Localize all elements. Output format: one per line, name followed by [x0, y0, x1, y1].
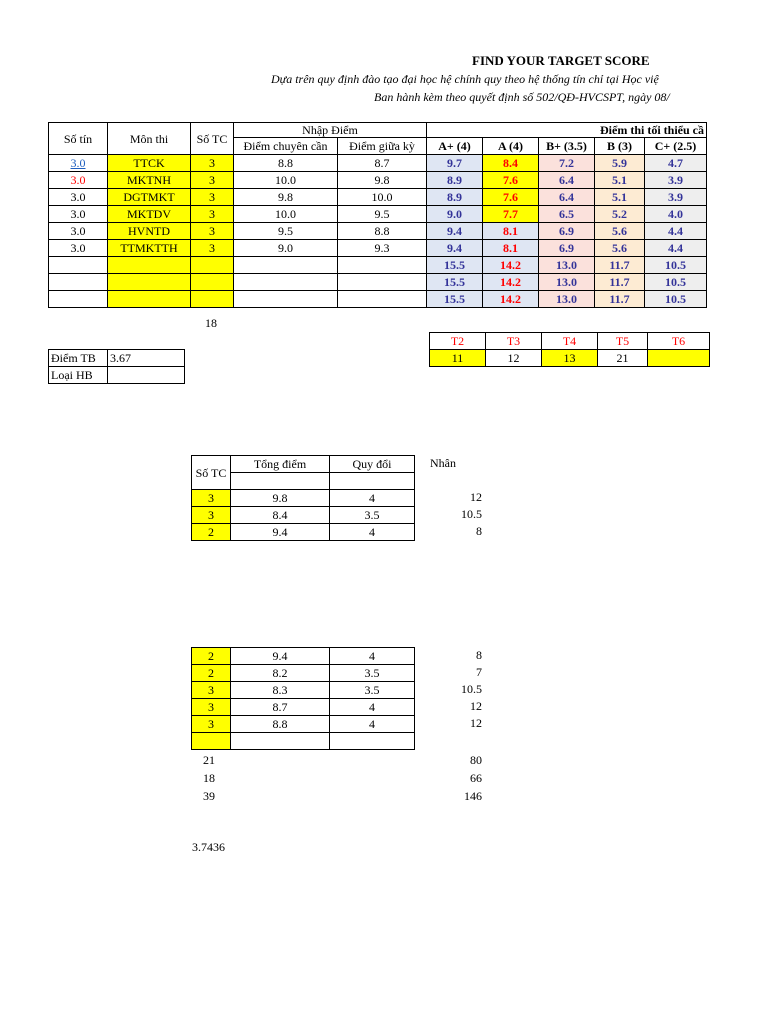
- so-tc-cell[interactable]: 3: [191, 240, 234, 257]
- so-tc-cell[interactable]: 3: [192, 699, 231, 716]
- min-score-cell: 14.2: [483, 257, 539, 274]
- so-tc-cell[interactable]: 3: [191, 155, 234, 172]
- table-row: [49, 155, 707, 172]
- min-score-cell: 9.4: [427, 223, 483, 240]
- table-row: [49, 223, 707, 240]
- quy-doi-cell[interactable]: 4: [330, 699, 415, 716]
- t-value-cell[interactable]: 13: [542, 350, 598, 367]
- header-diem-toi-thieu: Điểm thi tối thiểu cầ: [427, 123, 707, 138]
- diem-giua-ky-cell[interactable]: 8.7: [338, 155, 427, 172]
- min-score-cell: 10.5: [645, 291, 707, 308]
- t-value-cell[interactable]: 11: [430, 350, 486, 367]
- calc1-header-quy-doi: Quy đổi: [330, 456, 415, 473]
- quy-doi-cell[interactable]: 4: [330, 648, 415, 665]
- min-score-cell: 7.6: [483, 189, 539, 206]
- so-tin-cell[interactable]: 3.0: [49, 206, 108, 223]
- tong-diem-cell[interactable]: 9.4: [231, 524, 330, 541]
- table-row: [49, 189, 707, 206]
- mon-thi-cell[interactable]: HVNTD: [108, 223, 191, 240]
- calc1-header-nhan: Nhân: [430, 456, 456, 470]
- min-score-cell: 8.1: [483, 223, 539, 240]
- min-score-cell: 5.1: [595, 189, 645, 206]
- min-score-cell: 8.4: [483, 155, 539, 172]
- min-score-cell: 7.7: [483, 206, 539, 223]
- loai-hb-value[interactable]: [108, 367, 185, 384]
- table-row: [192, 682, 415, 699]
- min-score-cell: 5.2: [595, 206, 645, 223]
- so-tc-cell[interactable]: 3: [192, 490, 231, 507]
- calc-table-2: [191, 647, 415, 750]
- calc1-header-tong-diem: Tổng điểm: [231, 456, 330, 473]
- t-label-cell: T4: [542, 333, 598, 350]
- so-tin-cell[interactable]: [49, 274, 108, 291]
- diem-giua-ky-cell[interactable]: 10.0: [338, 189, 427, 206]
- tong-diem-cell[interactable]: 8.2: [231, 665, 330, 682]
- table-row: [192, 507, 415, 524]
- tong-diem-cell[interactable]: 8.8: [231, 716, 330, 733]
- so-tin-cell[interactable]: 3.0: [49, 223, 108, 240]
- so-tc-cell[interactable]: [191, 291, 234, 308]
- loai-hb-label: Loại HB: [49, 367, 108, 384]
- diem-chuyen-can-cell[interactable]: [234, 274, 338, 291]
- header-grade-a: A (4): [483, 138, 539, 155]
- so-tin-cell[interactable]: 3.0: [49, 155, 108, 172]
- diem-chuyen-can-cell[interactable]: 9.5: [234, 223, 338, 240]
- main-score-table: [48, 122, 707, 308]
- diem-chuyen-can-cell[interactable]: 9.8: [234, 189, 338, 206]
- header-so-tin: Số tín: [49, 123, 108, 155]
- min-score-cell: 13.0: [539, 291, 595, 308]
- min-score-cell: 14.2: [483, 291, 539, 308]
- so-tc-cell[interactable]: 2: [192, 524, 231, 541]
- diem-tb-value[interactable]: 3.67: [108, 350, 185, 367]
- table-row: [192, 716, 415, 733]
- min-score-cell: 8.1: [483, 240, 539, 257]
- so-tin-cell[interactable]: 3.0: [49, 172, 108, 189]
- tong-diem-cell[interactable]: 9.8: [231, 490, 330, 507]
- diem-chuyen-can-cell[interactable]: 10.0: [234, 206, 338, 223]
- summary-table: [48, 349, 185, 384]
- min-score-cell: 6.9: [539, 223, 595, 240]
- min-score-cell: 15.5: [427, 291, 483, 308]
- t-table: [429, 332, 710, 367]
- t-value-cell[interactable]: [648, 350, 710, 367]
- quy-doi-cell[interactable]: 4: [330, 524, 415, 541]
- min-score-cell: 10.5: [645, 257, 707, 274]
- min-score-cell: 6.4: [539, 172, 595, 189]
- so-tc-cell[interactable]: 3: [192, 682, 231, 699]
- diem-giua-ky-cell[interactable]: 9.3: [338, 240, 427, 257]
- so-tc-cell[interactable]: [191, 257, 234, 274]
- t-label-cell: T6: [648, 333, 710, 350]
- diem-chuyen-can-cell[interactable]: 8.8: [234, 155, 338, 172]
- min-score-cell: 5.9: [595, 155, 645, 172]
- so-tc-cell[interactable]: 2: [192, 665, 231, 682]
- min-score-cell: 3.9: [645, 189, 707, 206]
- so-tc-cell[interactable]: 3: [192, 716, 231, 733]
- header-mon-thi: Môn thi: [108, 123, 191, 155]
- min-score-cell: 13.0: [539, 257, 595, 274]
- mon-thi-cell[interactable]: [108, 291, 191, 308]
- total-right: 146: [464, 789, 482, 803]
- min-score-cell: 9.7: [427, 155, 483, 172]
- min-score-cell: 3.9: [645, 172, 707, 189]
- min-score-cell: 4.0: [645, 206, 707, 223]
- tong-diem-cell[interactable]: [231, 733, 330, 750]
- nhan-value: 12: [470, 490, 482, 504]
- diem-giua-ky-cell[interactable]: 8.8: [338, 223, 427, 240]
- quy-doi-cell[interactable]: [330, 733, 415, 750]
- nhan-value: 7: [476, 665, 482, 679]
- so-tin-cell[interactable]: [49, 257, 108, 274]
- quy-doi-cell[interactable]: 4: [330, 716, 415, 733]
- mon-thi-cell[interactable]: MKTNH: [108, 172, 191, 189]
- total-left: 18: [203, 771, 215, 785]
- min-score-cell: 8.9: [427, 172, 483, 189]
- header-diem-giua-ky: Điểm giữa kỳ: [338, 138, 427, 155]
- table-row: [192, 490, 415, 507]
- nhan-value: 10.5: [461, 507, 482, 521]
- calc1-empty-cell[interactable]: [330, 473, 415, 490]
- calc1-empty-cell[interactable]: [231, 473, 330, 490]
- table-row: [192, 648, 415, 665]
- min-score-cell: 9.4: [427, 240, 483, 257]
- quy-doi-cell[interactable]: 3.5: [330, 682, 415, 699]
- header-grade-cplus: C+ (2.5): [645, 138, 707, 155]
- mon-thi-cell[interactable]: TTCK: [108, 155, 191, 172]
- min-score-cell: 7.6: [483, 172, 539, 189]
- so-tc-cell[interactable]: 3: [191, 189, 234, 206]
- diem-giua-ky-cell[interactable]: 9.8: [338, 172, 427, 189]
- so-tin-cell[interactable]: 3.0: [49, 189, 108, 206]
- regulation-line-2: Ban hành kèm theo quyết định số 502/QĐ-HVCSPT, ngày 08/: [374, 90, 670, 104]
- nhan-value: 8: [476, 648, 482, 662]
- nhan-value: 10.5: [461, 682, 482, 696]
- quy-doi-cell[interactable]: 3.5: [330, 665, 415, 682]
- so-tc-cell[interactable]: 3: [191, 206, 234, 223]
- header-diem-chuyen-can: Điểm chuyên cần: [234, 138, 338, 155]
- table-row: [192, 665, 415, 682]
- mon-thi-cell[interactable]: [108, 274, 191, 291]
- nhan-value: 12: [470, 716, 482, 730]
- final-result: 3.7436: [192, 840, 225, 854]
- mon-thi-cell[interactable]: MKTDV: [108, 206, 191, 223]
- min-score-cell: 15.5: [427, 257, 483, 274]
- min-score-cell: 15.5: [427, 274, 483, 291]
- min-score-cell: 10.5: [645, 274, 707, 291]
- t-label-cell: T2: [430, 333, 486, 350]
- regulation-line-1: Dựa trên quy định đào tạo đại học hệ chính quy theo hệ thống tín chỉ tại Học việ: [271, 72, 659, 86]
- total-right: 80: [470, 753, 482, 767]
- calc-table-1: [191, 455, 415, 541]
- min-score-cell: 6.4: [539, 189, 595, 206]
- header-grade-bplus: B+ (3.5): [539, 138, 595, 155]
- min-score-cell: 6.9: [539, 240, 595, 257]
- nhan-value: 8: [476, 524, 482, 538]
- header-grade-aplus: A+ (4): [427, 138, 483, 155]
- min-score-cell: 13.0: [539, 274, 595, 291]
- table-row: [49, 274, 707, 291]
- t-label-cell: T5: [598, 333, 648, 350]
- total-right: 66: [470, 771, 482, 785]
- calc1-header-so-tc: Số TC: [192, 456, 231, 490]
- header-grade-b: B (3): [595, 138, 645, 155]
- tong-diem-cell[interactable]: 8.7: [231, 699, 330, 716]
- header-nhap-diem: Nhập Điểm: [234, 123, 427, 138]
- table-row: [49, 257, 707, 274]
- min-score-cell: 4.4: [645, 240, 707, 257]
- min-score-cell: 11.7: [595, 257, 645, 274]
- so-tc-cell[interactable]: [191, 274, 234, 291]
- t-value-cell[interactable]: 12: [486, 350, 542, 367]
- diem-chuyen-can-cell[interactable]: [234, 291, 338, 308]
- min-score-cell: 9.0: [427, 206, 483, 223]
- diem-giua-ky-cell[interactable]: 9.5: [338, 206, 427, 223]
- page-title: FIND YOUR TARGET SCORE: [472, 53, 650, 68]
- total-credits: 18: [205, 316, 217, 330]
- min-score-cell: 5.6: [595, 223, 645, 240]
- min-score-cell: 4.4: [645, 223, 707, 240]
- mon-thi-cell[interactable]: TTMKTTH: [108, 240, 191, 257]
- table-row: [49, 240, 707, 257]
- diem-tb-label: Điểm TB: [49, 350, 108, 367]
- min-score-cell: 5.1: [595, 172, 645, 189]
- t-value-cell[interactable]: 21: [598, 350, 648, 367]
- so-tc-cell[interactable]: 3: [191, 172, 234, 189]
- t-label-cell: T3: [486, 333, 542, 350]
- header-so-tc: Số TC: [191, 123, 234, 155]
- min-score-cell: 8.9: [427, 189, 483, 206]
- mon-thi-cell[interactable]: DGTMKT: [108, 189, 191, 206]
- min-score-cell: 7.2: [539, 155, 595, 172]
- table-row: [49, 172, 707, 189]
- tong-diem-cell[interactable]: 9.4: [231, 648, 330, 665]
- tong-diem-cell[interactable]: 8.3: [231, 682, 330, 699]
- table-row: [49, 206, 707, 223]
- so-tin-cell[interactable]: 3.0: [49, 240, 108, 257]
- min-score-cell: 11.7: [595, 291, 645, 308]
- quy-doi-cell[interactable]: 3.5: [330, 507, 415, 524]
- table-row: [49, 291, 707, 308]
- total-left: 39: [203, 789, 215, 803]
- so-tc-cell[interactable]: 2: [192, 648, 231, 665]
- min-score-cell: 6.5: [539, 206, 595, 223]
- mon-thi-cell[interactable]: [108, 257, 191, 274]
- tong-diem-cell[interactable]: 8.4: [231, 507, 330, 524]
- total-left: 21: [203, 753, 215, 767]
- so-tc-cell[interactable]: 3: [192, 507, 231, 524]
- diem-giua-ky-cell[interactable]: [338, 257, 427, 274]
- min-score-cell: 4.7: [645, 155, 707, 172]
- so-tin-cell[interactable]: [49, 291, 108, 308]
- table-row: [192, 733, 415, 750]
- min-score-cell: 5.6: [595, 240, 645, 257]
- so-tc-cell[interactable]: [192, 733, 231, 750]
- so-tc-cell[interactable]: 3: [191, 223, 234, 240]
- table-row: [192, 524, 415, 541]
- diem-giua-ky-cell[interactable]: [338, 274, 427, 291]
- diem-giua-ky-cell[interactable]: [338, 291, 427, 308]
- diem-chuyen-can-cell[interactable]: [234, 257, 338, 274]
- quy-doi-cell[interactable]: 4: [330, 490, 415, 507]
- diem-chuyen-can-cell[interactable]: 9.0: [234, 240, 338, 257]
- nhan-value: 12: [470, 699, 482, 713]
- table-row: [192, 699, 415, 716]
- diem-chuyen-can-cell[interactable]: 10.0: [234, 172, 338, 189]
- min-score-cell: 14.2: [483, 274, 539, 291]
- min-score-cell: 11.7: [595, 274, 645, 291]
